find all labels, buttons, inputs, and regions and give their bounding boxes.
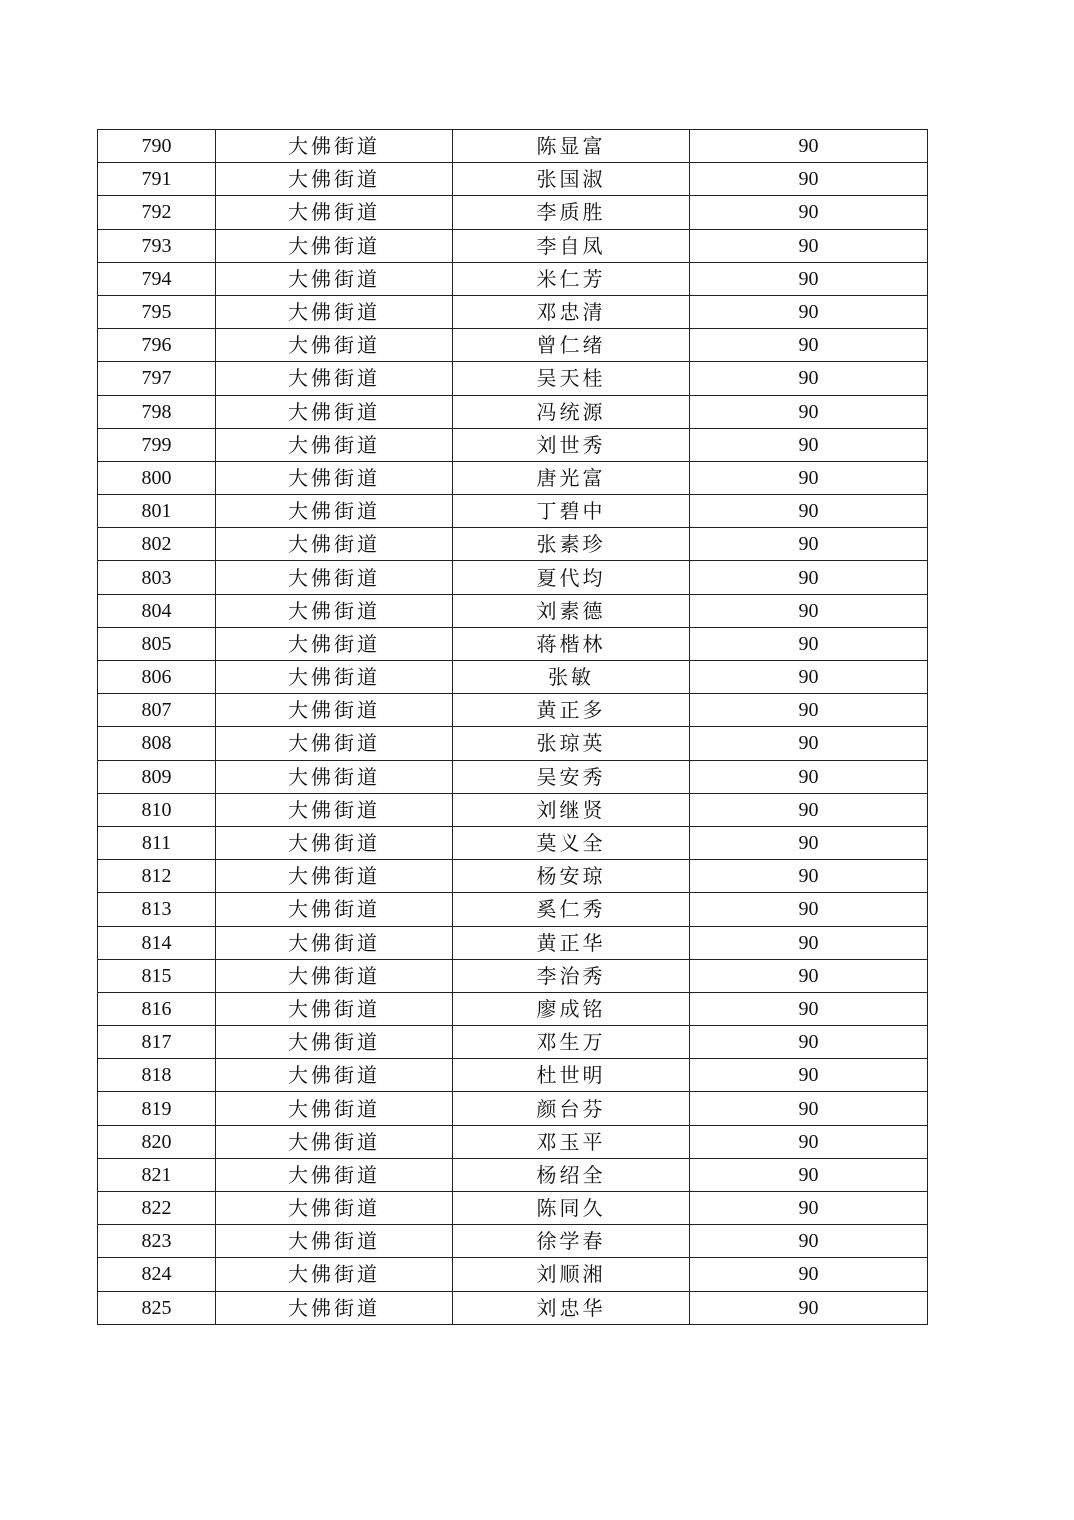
table-row xyxy=(98,1026,928,1059)
person-name-cell: 丁碧中 xyxy=(453,495,690,528)
table-row xyxy=(98,1092,928,1125)
score-cell: 90 xyxy=(690,860,928,893)
table-row xyxy=(98,362,928,395)
row-number-cell: 813 xyxy=(98,893,216,926)
street-cell: 大佛街道 xyxy=(216,362,453,395)
score-cell: 90 xyxy=(690,793,928,826)
street-cell: 大佛街道 xyxy=(216,495,453,528)
street-cell: 大佛街道 xyxy=(216,727,453,760)
person-name-cell: 张素珍 xyxy=(453,528,690,561)
table-row xyxy=(98,959,928,992)
table-row xyxy=(98,1158,928,1191)
score-cell: 90 xyxy=(690,1225,928,1258)
table-row xyxy=(98,760,928,793)
person-name-cell: 邓忠清 xyxy=(453,295,690,328)
street-cell: 大佛街道 xyxy=(216,959,453,992)
table-row xyxy=(98,163,928,196)
table-row xyxy=(98,594,928,627)
row-number-cell: 812 xyxy=(98,860,216,893)
street-cell: 大佛街道 xyxy=(216,594,453,627)
row-number-cell: 806 xyxy=(98,661,216,694)
street-cell: 大佛街道 xyxy=(216,262,453,295)
person-name-cell: 杨绍全 xyxy=(453,1158,690,1191)
table-row xyxy=(98,926,928,959)
street-cell: 大佛街道 xyxy=(216,1258,453,1291)
score-cell: 90 xyxy=(690,1092,928,1125)
person-name-cell: 刘世秀 xyxy=(453,428,690,461)
table-row xyxy=(98,826,928,859)
person-name-cell: 李治秀 xyxy=(453,959,690,992)
row-number-cell: 797 xyxy=(98,362,216,395)
street-cell: 大佛街道 xyxy=(216,528,453,561)
table-row xyxy=(98,627,928,660)
row-number-cell: 811 xyxy=(98,826,216,859)
score-cell: 90 xyxy=(690,130,928,163)
table-row xyxy=(98,992,928,1025)
score-cell: 90 xyxy=(690,1059,928,1092)
person-name-cell: 颜台芬 xyxy=(453,1092,690,1125)
person-name-cell: 张国淑 xyxy=(453,163,690,196)
row-number-cell: 803 xyxy=(98,561,216,594)
roster-table xyxy=(97,129,928,1325)
row-number-cell: 819 xyxy=(98,1092,216,1125)
score-cell: 90 xyxy=(690,661,928,694)
score-cell: 90 xyxy=(690,295,928,328)
score-cell: 90 xyxy=(690,1258,928,1291)
row-number-cell: 820 xyxy=(98,1125,216,1158)
person-name-cell: 曾仁绪 xyxy=(453,329,690,362)
street-cell: 大佛街道 xyxy=(216,130,453,163)
street-cell: 大佛街道 xyxy=(216,1192,453,1225)
table-row xyxy=(98,461,928,494)
table-row xyxy=(98,395,928,428)
table-row xyxy=(98,893,928,926)
person-name-cell: 吴天桂 xyxy=(453,362,690,395)
score-cell: 90 xyxy=(690,461,928,494)
street-cell: 大佛街道 xyxy=(216,428,453,461)
row-number-cell: 815 xyxy=(98,959,216,992)
street-cell: 大佛街道 xyxy=(216,329,453,362)
row-number-cell: 816 xyxy=(98,992,216,1025)
person-name-cell: 刘顺湘 xyxy=(453,1258,690,1291)
score-cell: 90 xyxy=(690,1026,928,1059)
score-cell: 90 xyxy=(690,428,928,461)
row-number-cell: 802 xyxy=(98,528,216,561)
street-cell: 大佛街道 xyxy=(216,1092,453,1125)
person-name-cell: 米仁芳 xyxy=(453,262,690,295)
person-name-cell: 黄正多 xyxy=(453,694,690,727)
person-name-cell: 莫义全 xyxy=(453,826,690,859)
row-number-cell: 795 xyxy=(98,295,216,328)
table-row xyxy=(98,1291,928,1324)
person-name-cell: 杜世明 xyxy=(453,1059,690,1092)
street-cell: 大佛街道 xyxy=(216,561,453,594)
street-cell: 大佛街道 xyxy=(216,1225,453,1258)
score-cell: 90 xyxy=(690,1192,928,1225)
score-cell: 90 xyxy=(690,395,928,428)
person-name-cell: 邓生万 xyxy=(453,1026,690,1059)
roster-table-body xyxy=(98,130,928,1325)
row-number-cell: 796 xyxy=(98,329,216,362)
street-cell: 大佛街道 xyxy=(216,461,453,494)
person-name-cell: 奚仁秀 xyxy=(453,893,690,926)
table-row xyxy=(98,295,928,328)
person-name-cell: 蒋楷林 xyxy=(453,627,690,660)
person-name-cell: 廖成铭 xyxy=(453,992,690,1025)
person-name-cell: 李自凤 xyxy=(453,229,690,262)
street-cell: 大佛街道 xyxy=(216,661,453,694)
row-number-cell: 800 xyxy=(98,461,216,494)
row-number-cell: 821 xyxy=(98,1158,216,1191)
row-number-cell: 817 xyxy=(98,1026,216,1059)
person-name-cell: 张敏 xyxy=(453,661,690,694)
person-name-cell: 陈同久 xyxy=(453,1192,690,1225)
street-cell: 大佛街道 xyxy=(216,229,453,262)
score-cell: 90 xyxy=(690,959,928,992)
person-name-cell: 刘继贤 xyxy=(453,793,690,826)
street-cell: 大佛街道 xyxy=(216,826,453,859)
table-row xyxy=(98,495,928,528)
score-cell: 90 xyxy=(690,992,928,1025)
table-row xyxy=(98,1192,928,1225)
street-cell: 大佛街道 xyxy=(216,694,453,727)
street-cell: 大佛街道 xyxy=(216,395,453,428)
person-name-cell: 唐光富 xyxy=(453,461,690,494)
row-number-cell: 794 xyxy=(98,262,216,295)
table-row xyxy=(98,1125,928,1158)
row-number-cell: 818 xyxy=(98,1059,216,1092)
score-cell: 90 xyxy=(690,1291,928,1324)
table-row xyxy=(98,130,928,163)
row-number-cell: 824 xyxy=(98,1258,216,1291)
row-number-cell: 825 xyxy=(98,1291,216,1324)
street-cell: 大佛街道 xyxy=(216,1125,453,1158)
score-cell: 90 xyxy=(690,196,928,229)
street-cell: 大佛街道 xyxy=(216,1026,453,1059)
table-row xyxy=(98,1059,928,1092)
street-cell: 大佛街道 xyxy=(216,1059,453,1092)
person-name-cell: 冯统源 xyxy=(453,395,690,428)
row-number-cell: 790 xyxy=(98,130,216,163)
table-row xyxy=(98,661,928,694)
table-row xyxy=(98,727,928,760)
person-name-cell: 张琼英 xyxy=(453,727,690,760)
score-cell: 90 xyxy=(690,495,928,528)
row-number-cell: 791 xyxy=(98,163,216,196)
street-cell: 大佛街道 xyxy=(216,1158,453,1191)
score-cell: 90 xyxy=(690,694,928,727)
score-cell: 90 xyxy=(690,1158,928,1191)
score-cell: 90 xyxy=(690,594,928,627)
row-number-cell: 804 xyxy=(98,594,216,627)
score-cell: 90 xyxy=(690,1125,928,1158)
row-number-cell: 823 xyxy=(98,1225,216,1258)
table-row xyxy=(98,561,928,594)
street-cell: 大佛街道 xyxy=(216,627,453,660)
score-cell: 90 xyxy=(690,561,928,594)
score-cell: 90 xyxy=(690,760,928,793)
street-cell: 大佛街道 xyxy=(216,1291,453,1324)
person-name-cell: 刘素德 xyxy=(453,594,690,627)
score-cell: 90 xyxy=(690,826,928,859)
person-name-cell: 吴安秀 xyxy=(453,760,690,793)
person-name-cell: 夏代均 xyxy=(453,561,690,594)
table-row xyxy=(98,860,928,893)
row-number-cell: 810 xyxy=(98,793,216,826)
person-name-cell: 陈显富 xyxy=(453,130,690,163)
table-row xyxy=(98,694,928,727)
score-cell: 90 xyxy=(690,329,928,362)
row-number-cell: 822 xyxy=(98,1192,216,1225)
score-cell: 90 xyxy=(690,362,928,395)
row-number-cell: 792 xyxy=(98,196,216,229)
score-cell: 90 xyxy=(690,528,928,561)
score-cell: 90 xyxy=(690,163,928,196)
table-row xyxy=(98,329,928,362)
row-number-cell: 793 xyxy=(98,229,216,262)
person-name-cell: 杨安琼 xyxy=(453,860,690,893)
street-cell: 大佛街道 xyxy=(216,163,453,196)
row-number-cell: 814 xyxy=(98,926,216,959)
person-name-cell: 黄正华 xyxy=(453,926,690,959)
table-row xyxy=(98,229,928,262)
table-row xyxy=(98,1225,928,1258)
street-cell: 大佛街道 xyxy=(216,992,453,1025)
person-name-cell: 徐学春 xyxy=(453,1225,690,1258)
row-number-cell: 798 xyxy=(98,395,216,428)
street-cell: 大佛街道 xyxy=(216,295,453,328)
person-name-cell: 刘忠华 xyxy=(453,1291,690,1324)
street-cell: 大佛街道 xyxy=(216,860,453,893)
row-number-cell: 808 xyxy=(98,727,216,760)
row-number-cell: 807 xyxy=(98,694,216,727)
table-row xyxy=(98,528,928,561)
street-cell: 大佛街道 xyxy=(216,893,453,926)
row-number-cell: 805 xyxy=(98,627,216,660)
score-cell: 90 xyxy=(690,262,928,295)
street-cell: 大佛街道 xyxy=(216,926,453,959)
table-row xyxy=(98,1258,928,1291)
score-cell: 90 xyxy=(690,229,928,262)
score-cell: 90 xyxy=(690,926,928,959)
row-number-cell: 799 xyxy=(98,428,216,461)
person-name-cell: 邓玉平 xyxy=(453,1125,690,1158)
score-cell: 90 xyxy=(690,893,928,926)
score-cell: 90 xyxy=(690,727,928,760)
street-cell: 大佛街道 xyxy=(216,760,453,793)
table-row xyxy=(98,793,928,826)
street-cell: 大佛街道 xyxy=(216,196,453,229)
score-cell: 90 xyxy=(690,627,928,660)
row-number-cell: 809 xyxy=(98,760,216,793)
table-row xyxy=(98,428,928,461)
street-cell: 大佛街道 xyxy=(216,793,453,826)
person-name-cell: 李质胜 xyxy=(453,196,690,229)
row-number-cell: 801 xyxy=(98,495,216,528)
table-row xyxy=(98,196,928,229)
table-row xyxy=(98,262,928,295)
